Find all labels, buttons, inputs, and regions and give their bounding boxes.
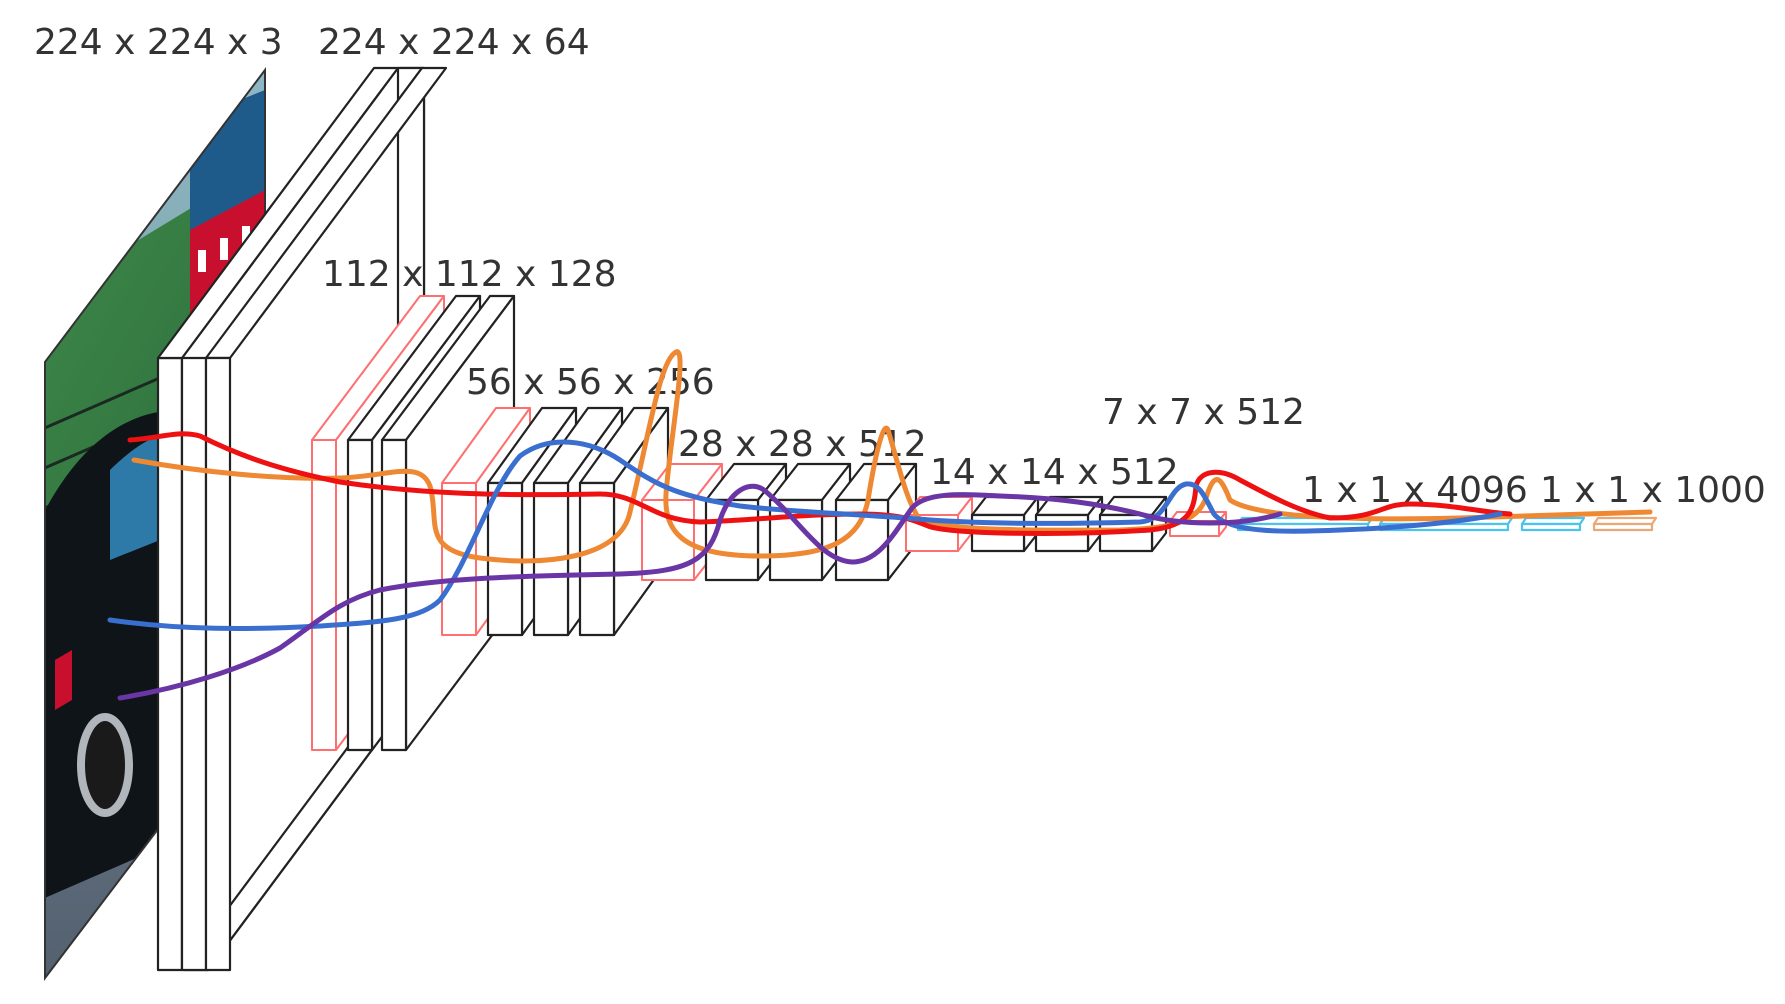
label-block3: 56 x 56 x 256 bbox=[466, 362, 715, 403]
car-wheel bbox=[81, 717, 129, 813]
label-block2: 112 x 112 x 128 bbox=[322, 254, 617, 295]
label-fc: 1 x 1 x 4096 bbox=[1302, 470, 1528, 511]
label-block5: 14 x 14 x 512 bbox=[930, 452, 1179, 493]
label-softmax: 1 x 1 x 1000 bbox=[1540, 470, 1766, 511]
car-taillight bbox=[55, 650, 72, 710]
label-block4: 28 x 28 x 512 bbox=[678, 424, 927, 465]
label-block1: 224 x 224 x 64 bbox=[318, 22, 590, 63]
softmax-layer bbox=[1594, 518, 1656, 530]
label-block6: 7 x 7 x 512 bbox=[1102, 392, 1305, 433]
label-input: 224 x 224 x 3 bbox=[34, 22, 283, 63]
